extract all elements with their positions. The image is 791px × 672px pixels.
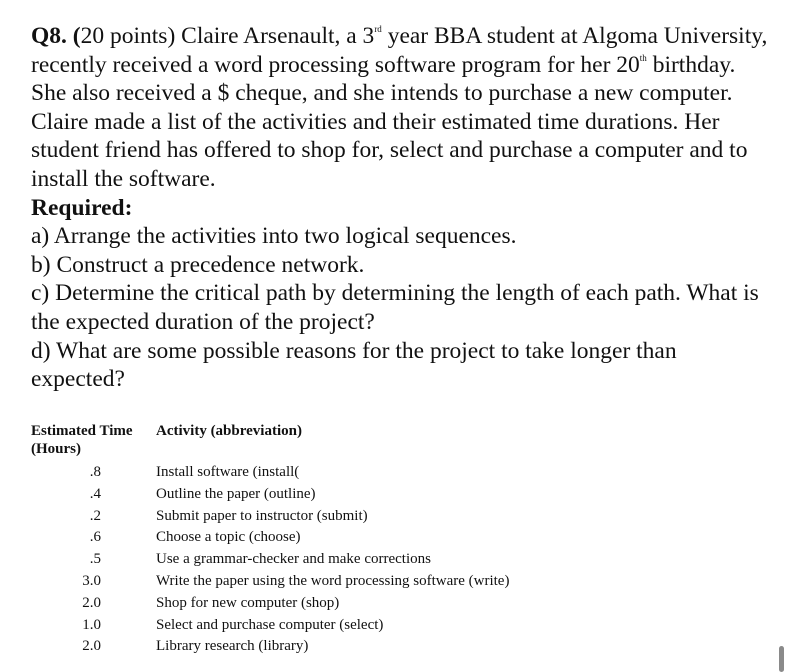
- activity-cell: Submit paper to instructor (submit): [156, 507, 368, 524]
- activity-cell: Install software (install(: [156, 464, 300, 480]
- question-label: Q8.: [31, 23, 67, 49]
- time-cell: .8: [89, 464, 101, 480]
- table-row: [31, 593, 591, 615]
- table-header: [31, 422, 591, 466]
- part-a: a) Arrange the activities into two logical sequences.: [31, 223, 517, 250]
- intro-text-3: birthday. She also received a $ cheque, and she intends to purchase a new computer. Claire made a list of the activities and their estimated time durations. Her student friend has offered to shop for, select and purchase a computer and to install the software.: [31, 51, 748, 192]
- intro-text-1: 20 points) Claire Arsenault, a 3: [80, 23, 375, 49]
- question-block: [31, 22, 771, 394]
- time-cell: .4: [89, 485, 101, 502]
- activity-cell: Shop for new computer (shop): [156, 594, 340, 611]
- part-d: d) What are some possible reasons for the project to take longer than expected?: [31, 337, 677, 393]
- table-row: [31, 527, 591, 549]
- part-b: b) Construct a precedence network.: [31, 251, 365, 278]
- table-body: [31, 462, 591, 658]
- activity-cell: Write the paper using the word processing software (write): [156, 572, 510, 589]
- time-cell: 1.0: [82, 616, 101, 633]
- activity-cell: Use a grammar-checker and make corrections: [156, 551, 431, 568]
- intro-text-2: year BBA student at Algoma University, recently received a word processing software program for her 20: [31, 23, 768, 78]
- activity-cell: Outline the paper (outline): [156, 485, 316, 502]
- scrollbar-thumb[interactable]: [779, 646, 784, 672]
- time-cell: 2.0: [82, 638, 101, 655]
- table-row: [31, 615, 591, 637]
- header-estimated-time: Estimated Time (Hours): [31, 423, 133, 457]
- table-row: [31, 462, 591, 484]
- activity-cell: Library research (library): [156, 638, 309, 655]
- table-row: [31, 636, 591, 658]
- ordinal-suffix-th: th: [639, 52, 647, 63]
- table-row: [31, 549, 591, 571]
- time-cell: .5: [89, 551, 101, 568]
- time-cell: .2: [89, 507, 101, 524]
- header-activity: Activity (abbreviation): [156, 423, 302, 439]
- activity-cell: Select and purchase computer (select): [156, 616, 384, 633]
- time-cell: 3.0: [82, 572, 101, 589]
- time-cell: .6: [89, 529, 101, 546]
- required-heading: Required:: [31, 194, 133, 221]
- table-row: [31, 571, 591, 593]
- table-row: [31, 484, 591, 506]
- activity-cell: Choose a topic (choose): [156, 529, 301, 546]
- open-paren: (: [72, 23, 81, 49]
- ordinal-suffix-rd: rd: [374, 24, 382, 35]
- time-cell: 2.0: [82, 594, 101, 611]
- part-c: c) Determine the critical path by determining the length of each path. What is the expected duration of the project?: [31, 280, 759, 335]
- activity-table: [31, 422, 591, 655]
- question-intro: [31, 22, 771, 194]
- table-row: [31, 506, 591, 528]
